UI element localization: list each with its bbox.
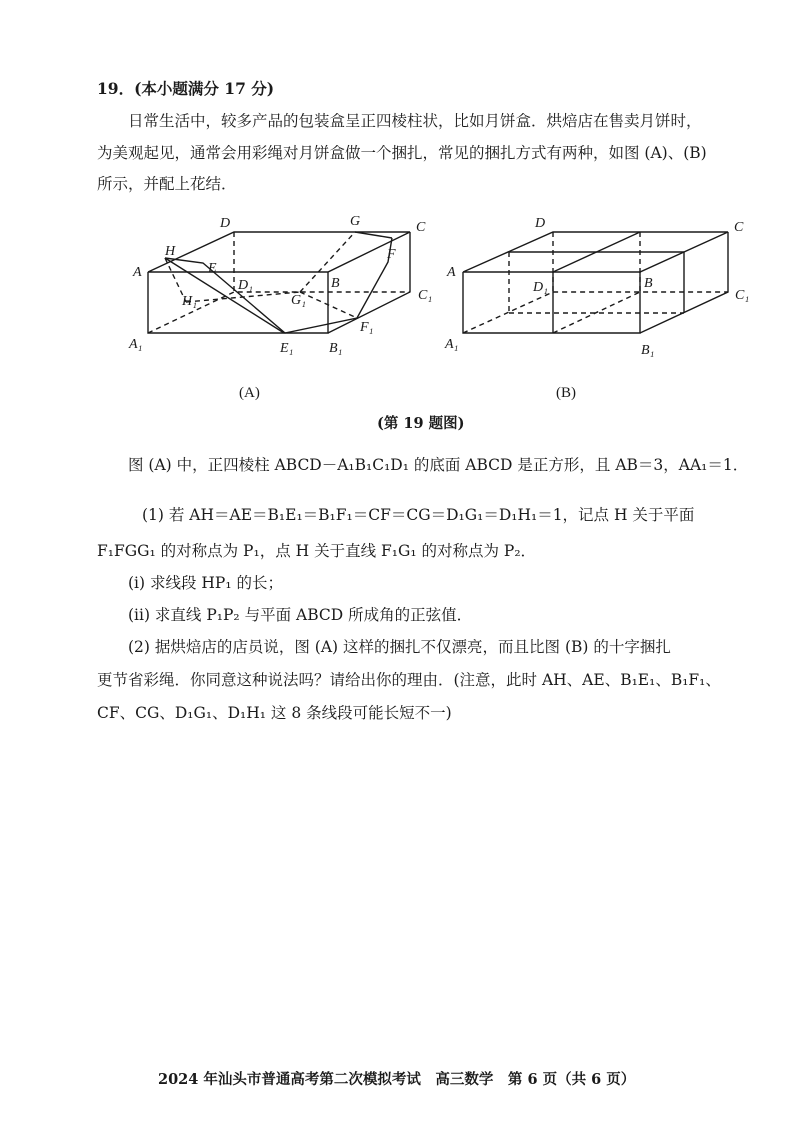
figure-caption: (第 19 题图) xyxy=(377,415,465,432)
fig-a-label-H1: H₁ xyxy=(182,294,197,309)
part1-line-1: (1) 若 AH＝AE＝B₁E₁＝B₁F₁＝CF＝CG＝D₁G₁＝D₁H₁＝1，记点 H 关于平面 xyxy=(142,506,695,524)
fig-a-label-E1: E₁ xyxy=(280,341,294,356)
fig-a-label-H: H xyxy=(165,244,176,259)
intro-line-1: 日常生活中，较多产品的包装盒呈正四棱柱状，比如月饼盒．烘焙店在售卖月饼时， xyxy=(128,112,702,130)
figure-b-edges xyxy=(463,232,728,333)
fig-b-label-D1: D₁ xyxy=(533,280,548,295)
fig-a-caption: (A) xyxy=(239,385,260,401)
fig-a-label-E: E xyxy=(208,261,217,276)
fig-a-label-F: F xyxy=(387,247,396,262)
fig-a-label-C: C xyxy=(416,220,426,235)
fig-b-label-A1: A₁ xyxy=(445,337,459,352)
figure-b-hidden-edges xyxy=(463,232,728,333)
fig-a-label-A: A xyxy=(133,265,142,280)
fig-b-label-B1: B₁ xyxy=(641,343,655,358)
part2-line-1: (2) 据烘焙店的店员说，图 (A) 这样的捆扎不仅漂亮，而且比图 (B) 的十字捆扎 xyxy=(128,638,671,656)
fig-a-label-F1: F₁ xyxy=(360,320,374,335)
fig-a-label-C1: C₁ xyxy=(418,288,433,303)
fig-a-label-D: D xyxy=(220,216,231,231)
part1-line-2: F₁FGG₁ 的对称点为 P₁，点 H 关于直线 F₁G₁ 的对称点为 P₂． xyxy=(97,542,537,560)
problem-heading: 19．(本小题满分 17 分) xyxy=(97,79,275,98)
sub-question-i: (i) 求线段 HP₁ 的长； xyxy=(128,574,283,592)
fig-b-label-D: D xyxy=(535,216,546,231)
fig-a-label-G1: G₁ xyxy=(291,293,306,308)
intro-line-2: 为美观起见，通常会用彩绳对月饼盒做一个捆扎，常见的捆扎方式有两种，如图 (A)、(B) xyxy=(97,144,707,162)
intro-line-3: 所示，并配上花结． xyxy=(97,175,237,193)
fig-b-label-C: C xyxy=(734,220,744,235)
part2-line-2: 更节省彩绳．你同意这种说法吗？请给出你的理由．(注意，此时 AH、AE、B₁E₁、B₁F₁、 xyxy=(97,671,721,689)
fig-a-label-G: G xyxy=(350,214,361,229)
given-statement: 图 (A) 中，正四棱柱 ABCD－A₁B₁C₁D₁ 的底面 ABCD 是正方形，且 AB＝3，AA₁＝1． xyxy=(128,456,749,474)
fig-a-label-B1: B₁ xyxy=(329,341,343,356)
fig-a-label-A1: A₁ xyxy=(129,337,143,352)
fig-b-label-A: A xyxy=(447,265,456,280)
fig-a-label-B: B xyxy=(331,276,340,291)
part2-line-3: CF、CG、D₁G₁、D₁H₁ 这 8 条线段可能长短不一) xyxy=(97,704,452,722)
fig-b-label-C1: C₁ xyxy=(735,288,750,303)
fig-b-label-B: B xyxy=(644,276,653,291)
sub-question-ii: (ii) 求直线 P₁P₂ 与平面 ABCD 所成角的正弦值． xyxy=(128,606,473,624)
fig-a-label-D1: D₁ xyxy=(238,278,253,293)
page-footer: 2024 年汕头市普通高考第二次模拟考试 高三数学 第 6 页（共 6 页） xyxy=(158,1071,636,1088)
fig-b-caption: (B) xyxy=(556,385,576,401)
